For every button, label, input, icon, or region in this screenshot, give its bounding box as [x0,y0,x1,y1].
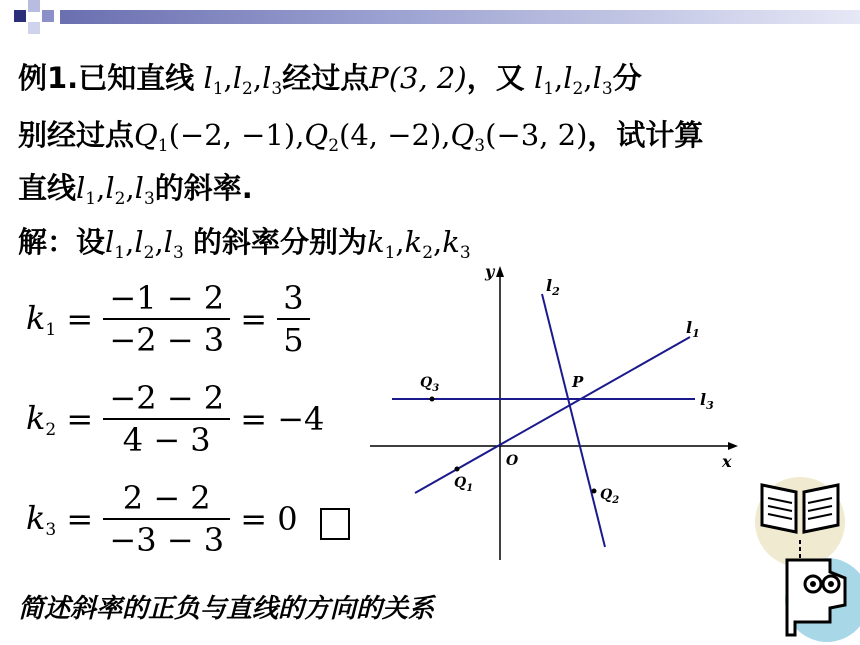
l2-label: $l_2$ [546,276,560,298]
fraction: $\frac{-2 - 2}{4 - 3}$ [103,378,230,460]
origin-label: O [506,453,519,469]
problem-line-1: 例1.已知直线 $l_1,l_2,l_3$经过点P(3, 2)，又 $l_1,l_2,l_3$分 [18,61,642,99]
x-label: x [722,452,732,471]
line-names: $l_1,l_2,l_3$ [105,225,184,263]
line-l2 [542,294,605,547]
l3-label: $l_3$ [700,390,714,412]
banner-square [42,10,54,22]
fraction-result: $\frac{3}{5}$ [277,278,309,360]
equation-k3: $k_3$ = $\frac{2 - 2}{-3 - 3}$ = 0 [26,479,298,559]
banner-gradient-bar [60,10,860,24]
problem-line-3: 直线$l_1,l_2,l_3$的斜率. [18,171,253,209]
equation-k2: $k_2$ = $\frac{-2 - 2}{4 - 3}$ = −4 [26,379,325,459]
banner-square [14,10,26,22]
reader-face-icon [775,550,860,645]
problem-line-2: 别经过点$Q_1(-2$, $-1),Q_2(4$, $-2),Q_3(-3$, 2)，试计算 [18,118,704,156]
point-q2 [592,489,597,494]
title-banner [0,0,860,42]
fraction: $\frac{-1 - 2}{-2 - 3}$ [103,278,230,360]
point-q1: $Q_1(-2$, −1), [134,118,305,156]
point-q1 [455,467,460,472]
x-axis-arrow [728,442,738,450]
coordinate-graph [360,255,750,565]
point-p: P(3, 2) [369,61,467,95]
q1-label: $Q_1$ [454,475,474,494]
line-names: $l_1,l_2,l_3$ [203,61,283,99]
solution-line: 解：设$l_1,l_2,l_3$ 的斜率分别为$k_1,k_2,k_3$ [18,225,471,263]
y-label: y [485,262,495,281]
line-names: $l_1,l_2,l_3$ [76,171,155,209]
point-q2: $Q_2(4$, −2), [304,118,451,156]
q3-label: $Q_3$ [420,375,440,394]
point-q3 [430,397,435,402]
placeholder-box [320,508,350,540]
slope-names: $k_1,k_2,k_3$ [367,225,471,263]
example-label: 例1. [18,61,79,95]
banner-square [28,0,40,12]
banner-square [28,22,40,34]
discussion-prompt: 简述斜率的正负与直线的方向的关系 [18,594,435,624]
q2-label: $Q_2$ [600,487,620,506]
line-names: $l_1,l_2,l_3$ [533,61,613,99]
l1-label: $l_1$ [686,318,700,340]
equation-k1: $k_1$ = $\frac{-1 - 2}{-2 - 3}$ = $\frac{3}{5}$ [26,278,310,360]
y-axis-arrow [496,266,504,277]
fraction: $\frac{2 - 2}{-3 - 3}$ [103,478,230,560]
point-p-label: P [572,373,584,391]
point-q3: $Q_3(-3$, 2) [450,118,588,156]
